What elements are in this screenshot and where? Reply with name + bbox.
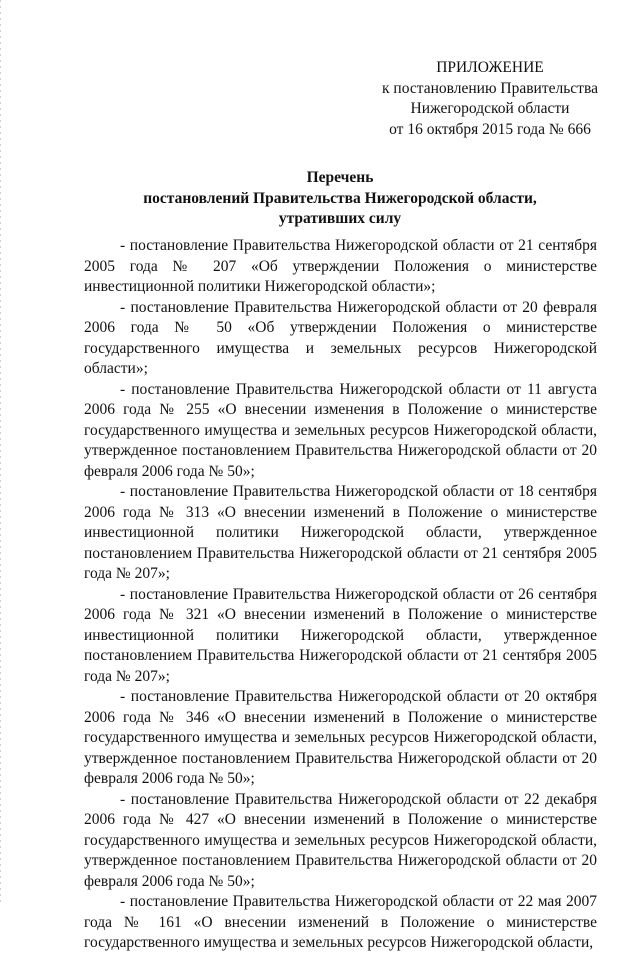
list-item: - постановление Правительства Нижегородской области от 18 сентября 2006 года № 313 «О внесении изменений в Положение о министерстве инвестиционной политики Нижегородской области, утвержденное постановлением Правительства Нижегородской области от 21 сентября 2005 года № 207»; bbox=[84, 483, 597, 582]
list-item: - постановление Правительства Нижегородской области от 21 сентября 2005 года № 207 «Об утверждении Положения о министерстве инвестиционной политики Нижегородской области»; bbox=[84, 237, 597, 295]
list-item: - постановление Правительства Нижегородской области от 20 октября 2006 года № 346 «О внесении изменений в Положение о министерстве государственного имущества и земельных ресурсов Нижегородской области, утвержденное постановлением Правительства Нижегородской области от 20 февраля 2006 года № 50»; bbox=[84, 688, 597, 787]
scan-margin-edge bbox=[0, 0, 1, 905]
list-item: - постановление Правительства Нижегородской области от 22 мая 2007 года № 161 «О внесении изменений в Положение о министерстве государственного имущества и земельных ресурсов Нижегородской области, bbox=[84, 893, 597, 951]
document-heading bbox=[84, 168, 596, 230]
heading-subtitle: постановлений Правительства Нижегородской области, bbox=[143, 189, 537, 207]
list-item: - постановление Правительства Нижегородской области от 11 августа 2006 года № 255 «О внесении изменения в Положение о министерстве государственного имущества и земельных ресурсов Нижегородской области, утвержденное постановлением Правительства Нижегородской области от 20 февраля 2006 года № 50»; bbox=[84, 380, 597, 480]
appendix-region: Нижегородской области bbox=[410, 100, 570, 117]
heading-subtitle-end: утративших силу bbox=[278, 210, 402, 227]
appendix-block bbox=[370, 58, 610, 140]
list-item: - постановление Правительства Нижегородской области от 20 февраля 2006 года № 50 «Об утверждении Положения о министерстве государственного имущества и земельных ресурсов Нижегородской области»; bbox=[84, 298, 597, 377]
appendix-reference: к постановлению Правительства bbox=[382, 79, 598, 97]
resolution-list bbox=[84, 236, 597, 954]
heading-title: Перечень bbox=[306, 169, 374, 186]
list-item: - постановление Правительства Нижегородской области от 26 сентября 2006 года № 321 «О внесении изменений в Положение о министерстве инвестиционной политики Нижегородской области, утвержденное постановлением Правительства Нижегородской области от 21 сентября 2005 года № 207»; bbox=[84, 585, 597, 685]
appendix-title: ПРИЛОЖЕНИЕ bbox=[436, 59, 544, 76]
appendix-date: от 16 октября 2015 года № 666 bbox=[389, 120, 591, 138]
list-item: - постановление Правительства Нижегородской области от 22 декабря 2006 года № 427 «О внесении изменений в Положение о министерстве государственного имущества и земельных ресурсов Нижегородской области, утвержденное постановлением Правительства Нижегородской области от 20 февраля 2006 года № 50»; bbox=[84, 790, 597, 890]
